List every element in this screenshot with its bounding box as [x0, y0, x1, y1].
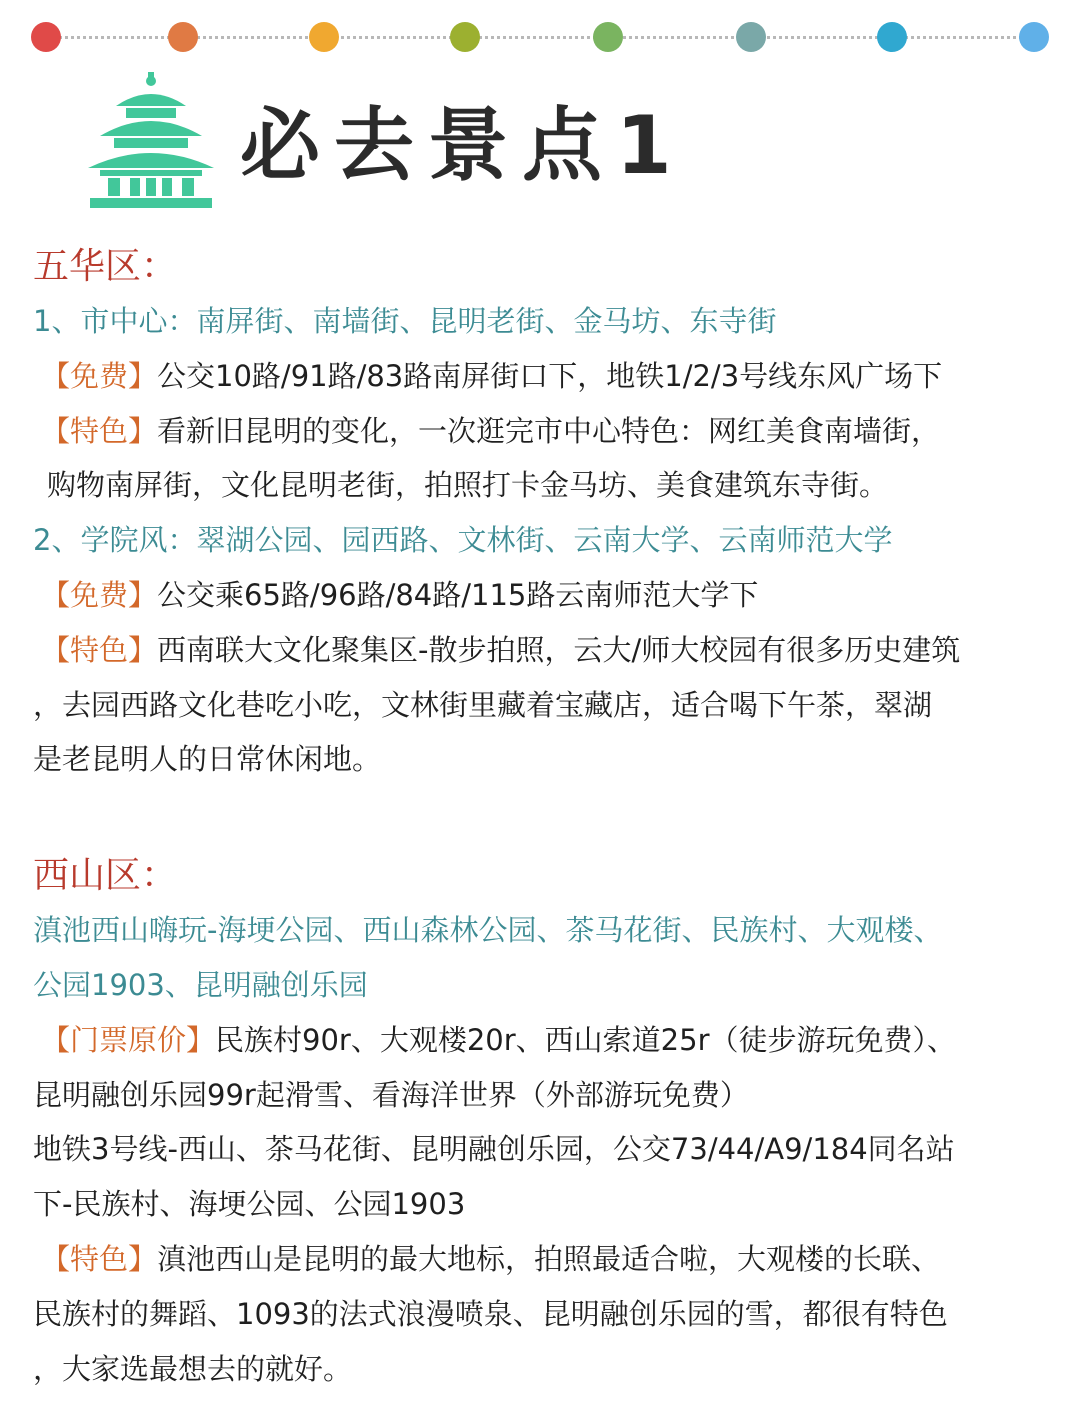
color-dot — [31, 22, 61, 52]
text-span: 公交10路/91路/83路南屏街口下，地铁1/2/3号线东风广场下 — [157, 358, 943, 393]
color-dot — [309, 22, 339, 52]
text-line — [33, 568, 1063, 623]
text-span: 民族村的舞蹈、1093的法式浪漫喷泉、昆明融创乐园的雪，都很有特色 — [33, 1296, 948, 1331]
text-line — [33, 294, 1063, 349]
text-line — [33, 1232, 1063, 1287]
label-tag: 【免费】 — [41, 358, 158, 393]
header — [86, 72, 786, 212]
text-line — [33, 732, 1063, 787]
text-span: 公交乘65路/96路/84路/115路云南师范大学下 — [157, 577, 759, 612]
text-span: 下-民族村、海埂公园、公园1903 — [33, 1187, 466, 1222]
text-span: 地铁3号线-西山、茶马花街、昆明融创乐园，公交73/44/A9/184同名站 — [33, 1132, 955, 1167]
text-line — [33, 958, 1063, 1013]
text-span: ，去园西路文化巷吃小吃，文林街里藏着宝藏店，适合喝下午茶，翠湖 — [33, 687, 933, 722]
text-line — [33, 1342, 1063, 1397]
label-tag: 【门票原价】 — [41, 1022, 216, 1057]
text-span: 购物南屏街，文化昆明老街，拍照打卡金马坊、美食建筑东寺街。 — [47, 468, 889, 503]
text-line — [33, 513, 1063, 568]
text-line — [33, 1068, 1063, 1123]
district-heading: 五华区： — [33, 246, 178, 287]
content — [33, 240, 1063, 1396]
color-dot-line — [46, 22, 1034, 52]
text-line — [33, 349, 1063, 404]
text-line — [33, 404, 1063, 459]
text-span: 公园1903、昆明融创乐园 — [33, 967, 368, 1002]
text-span: 看新旧昆明的变化，一次逛完市中心特色：网红美食南墙街， — [157, 413, 941, 448]
text-span: 是老昆明人的日常休闲地。 — [33, 742, 382, 777]
color-dot — [736, 22, 766, 52]
text-line — [33, 458, 1063, 513]
text-line — [33, 678, 1063, 733]
color-dot — [168, 22, 198, 52]
text-line — [33, 1287, 1063, 1342]
temple-of-heaven-icon — [86, 72, 216, 208]
district-heading: 西山区： — [33, 855, 178, 897]
district-section — [33, 849, 1063, 1396]
text-span: 民族村90r、大观楼20r、西山索道25r（徒步游玩免费）、 — [215, 1022, 956, 1057]
text-span: ，大家选最想去的就好。 — [33, 1351, 353, 1386]
text-span: 昆明融创乐园99r起滑雪、看海洋世界（外部游玩免费） — [33, 1077, 749, 1112]
label-tag: 【特色】 — [41, 1241, 158, 1276]
text-line — [33, 1122, 1063, 1177]
text-line — [33, 1177, 1063, 1232]
color-dot — [877, 22, 907, 52]
text-span: 滇池西山嗨玩-海埂公园、西山森林公园、茶马花街、民族村、大观楼、 — [33, 913, 943, 948]
text-line — [33, 1013, 1063, 1068]
text-line — [33, 623, 1063, 678]
text-line — [33, 903, 1063, 958]
text-span: 滇池西山是昆明的最大地标，拍照最适合啦，大观楼的长联、 — [157, 1241, 941, 1276]
page-title: 必去景点1 — [240, 99, 686, 192]
label-tag: 【特色】 — [41, 413, 158, 448]
text-span: 1、市中心：南屏街、南墙街、昆明老街、金马坊、东寺街 — [33, 304, 777, 338]
color-dot — [450, 22, 480, 52]
text-span: 2、学院风：翠湖公园、园西路、文林街、云南大学、云南师范大学 — [33, 523, 893, 558]
color-dot — [1019, 22, 1049, 52]
color-dot — [593, 22, 623, 52]
label-tag: 【特色】 — [41, 632, 158, 667]
district-section — [33, 240, 1063, 787]
label-tag: 【免费】 — [41, 577, 158, 612]
text-span: 西南联大文化聚集区-散步拍照，云大/师大校园有很多历史建筑 — [157, 632, 961, 667]
